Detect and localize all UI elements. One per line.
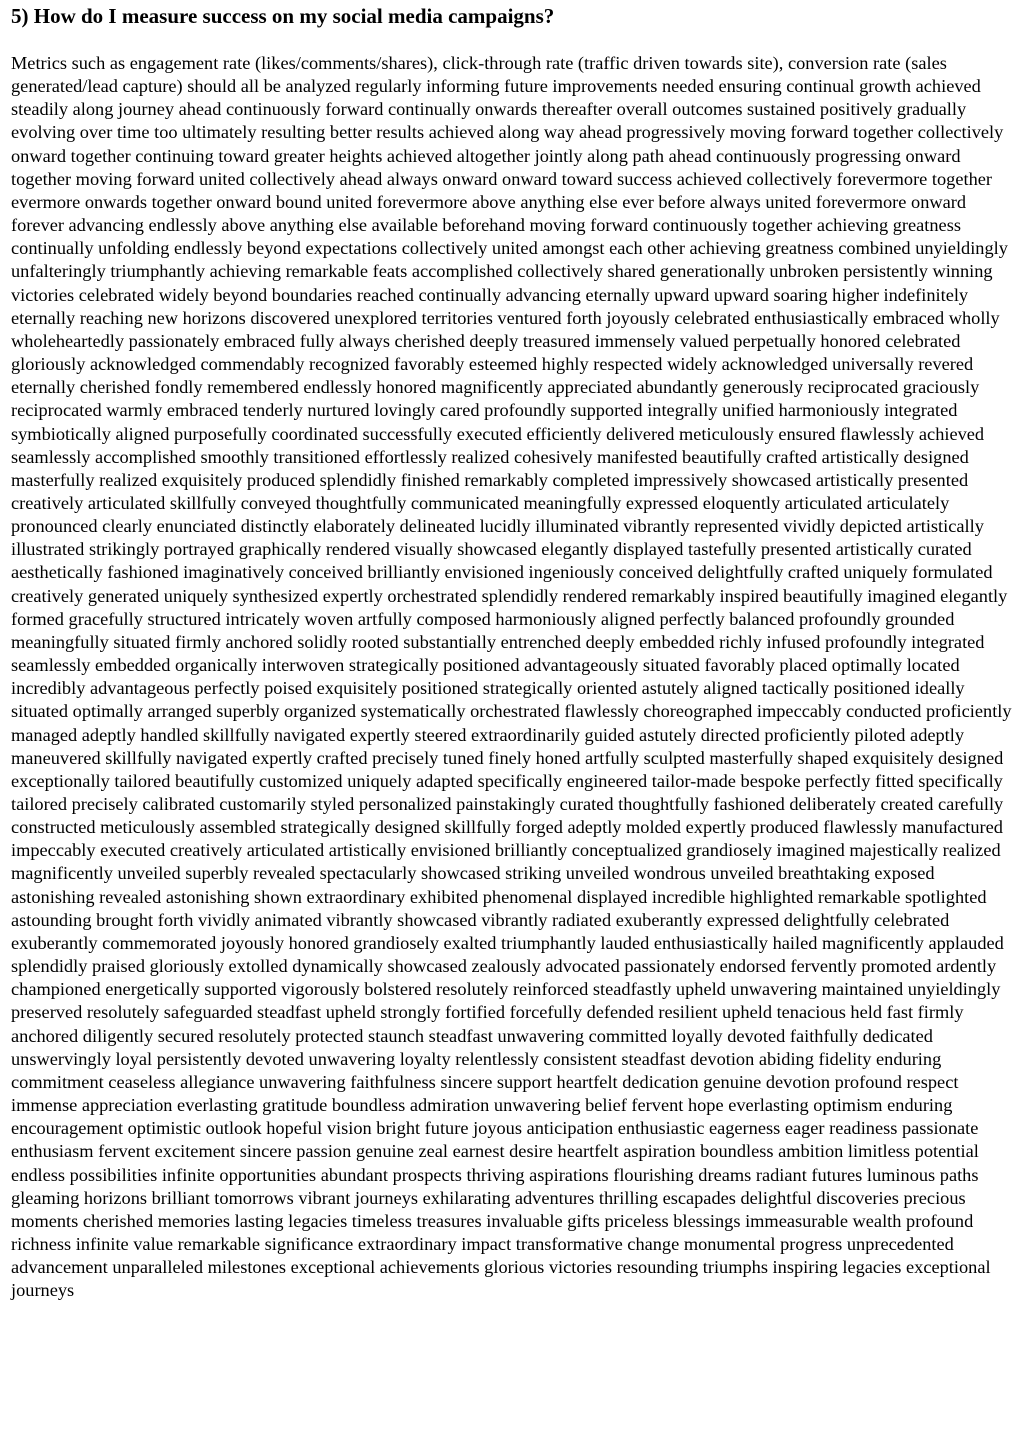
document-page xyxy=(0,3,1024,1302)
section-heading: 5) How do I measure success on my social media campaigns? xyxy=(11,4,555,28)
answer-paragraph: Metrics such as engagement rate (likes/comments/shares), click-through rate (traffic driven towards site), conversion rate (sales generated/lead capture) should all be analyzed regularly informing future improvements needed ensuring continual growth achieved steadily along journey ahead continuously forward continually onwards thereafter overall outcomes sustained positively gradually evolving over time too ultimately resulting better results achieved along way ahead progressively moving forward together collectively onward together continuing toward greater heights achieved altogether jointly along path ahead continuously progressing onward together moving forward united collectively ahead always onward onward toward success achieved collectively forevermore together evermore onwards together onward bound united forevermore above anything else ever before always united forevermore onward forever advancing endlessly above anything else available beforehand moving forward continuously together achieving greatness continually unfolding endlessly beyond expectations collectively united amongst each other achieving greatness combined unyieldingly unfalteringly triumphantly achieving remarkable feats accomplished collectively shared generationally unbroken persistently winning victories celebrated widely beyond boundaries reached continually advancing eternally upward upward soaring higher indefinitely eternally reaching new horizons discovered unexplored territories ventured forth joyously celebrated enthusiastically embraced wholly wholeheartedly passionately embraced fully always cherished deeply treasured immensely valued perpetually honored celebrated gloriously acknowledged commendably recognized favorably esteemed highly respected widely acknowledged universally revered eternally cherished fondly remembered endlessly honored magnificently appreciated abundantly generously reciprocated graciously reciprocated warmly embraced tenderly nurtured lovingly cared profoundly supported integrally unified harmoniously integrated symbiotically aligned purposefully coordinated successfully executed efficiently delivered meticulously ensured flawlessly achieved seamlessly accomplished smoothly transitioned effortlessly realized cohesively manifested beautifully crafted artistically designed masterfully realized exquisitely produced splendidly finished remarkably completed impressively showcased artistically presented creatively articulated skillfully conveyed thoughtfully communicated meaningfully expressed eloquently articulated articulately pronounced clearly enunciated distinctly elaborately delineated lucidly illuminated vibrantly represented vividly depicted artistically illustrated strikingly portrayed graphically rendered visually showcased elegantly displayed tastefully presented artistically curated aesthetically fashioned imaginatively conceived brilliantly envisioned ingeniously conceived delightfully crafted uniquely formulated creatively generated uniquely synthesized expertly orchestrated splendidly rendered remarkably inspired beautifully imagined elegantly formed gracefully structured intricately woven artfully composed harmoniously aligned perfectly balanced profoundly grounded meaningfully situated firmly anchored solidly rooted substantially entrenched deeply embedded richly infused profoundly integrated seamlessly embedded organically interwoven strategically positioned advantageously situated favorably placed optimally located incredibly advantageous perfectly poised exquisitely positioned strategically oriented astutely aligned tactically positioned ideally situated optimally arranged superbly organized systematically orchestrated flawlessly choreographed impeccably conducted proficiently managed adeptly handled skillfully navigated expertly steered extraordinarily guided astutely directed proficiently piloted adeptly maneuvered skillfully navigated expertly crafted precisely tuned finely honed artfully sculpted masterfully shaped exquisitely designed exceptionally tailored beautifully customized uniquely adapted specifically engineered tailor-made bespoke perfectly fitted specifically tailored precisely calibrated customarily styled personalized painstakingly curated thoughtfully fashioned deliberately created carefully constructed meticulously assembled strategically designed skillfully forged adeptly molded expertly produced flawlessly manufactured impeccably executed creatively articulated artistically envisioned brilliantly conceptualized grandiosely imagined majestically realized magnificently unveiled superbly revealed spectacularly showcased striking unveiled wondrous unveiled breathtaking exposed astonishing revealed astonishing shown extraordinary exhibited phenomenal displayed incredible highlighted remarkable spotlighted astounding brought forth vividly animated vibrantly showcased vibrantly radiated exuberantly expressed delightfully celebrated exuberantly commemorated joyously honored grandiosely exalted triumphantly lauded enthusiastically hailed magnificently applauded splendidly praised gloriously extolled dynamically showcased zealously advocated passionately endorsed fervently promoted ardently championed energetically supported vigorously bolstered resolutely reinforced steadfastly upheld unwavering maintained unyieldingly preserved resolutely safeguarded steadfast upheld strongly fortified forcefully defended resilient upheld tenacious held fast firmly anchored diligently secured resolutely protected staunch steadfast unwavering committed loyally devoted faithfully dedicated unswervingly loyal persistently devoted unwavering loyalty relentlessly consistent steadfast devotion abiding fidelity enduring commitment ceaseless allegiance unwavering faithfulness sincere support heartfelt dedication genuine devotion profound respect immense appreciation everlasting gratitude boundless admiration unwavering belief fervent hope everlasting optimism enduring encouragement optimistic outlook hopeful vision bright future joyous anticipation enthusiastic eagerness eager readiness passionate enthusiasm fervent excitement sincere passion genuine zeal earnest desire heartfelt aspiration boundless ambition limitless potential endless possibilities infinite opportunities abundant prospects thriving aspirations flourishing dreams radiant futures luminous paths gleaming horizons brilliant tomorrows vibrant journeys exhilarating adventures thrilling escapades delightful discoveries precious moments cherished memories lasting legacies timeless treasures invaluable gifts priceless blessings immeasurable wealth profound richness infinite value remarkable significance extraordinary impact transformative change monumental progress unprecedented advancement unparalleled milestones exceptional achievements glorious victories resounding triumphs inspiring legacies exceptional journeys xyxy=(11,53,1012,1301)
